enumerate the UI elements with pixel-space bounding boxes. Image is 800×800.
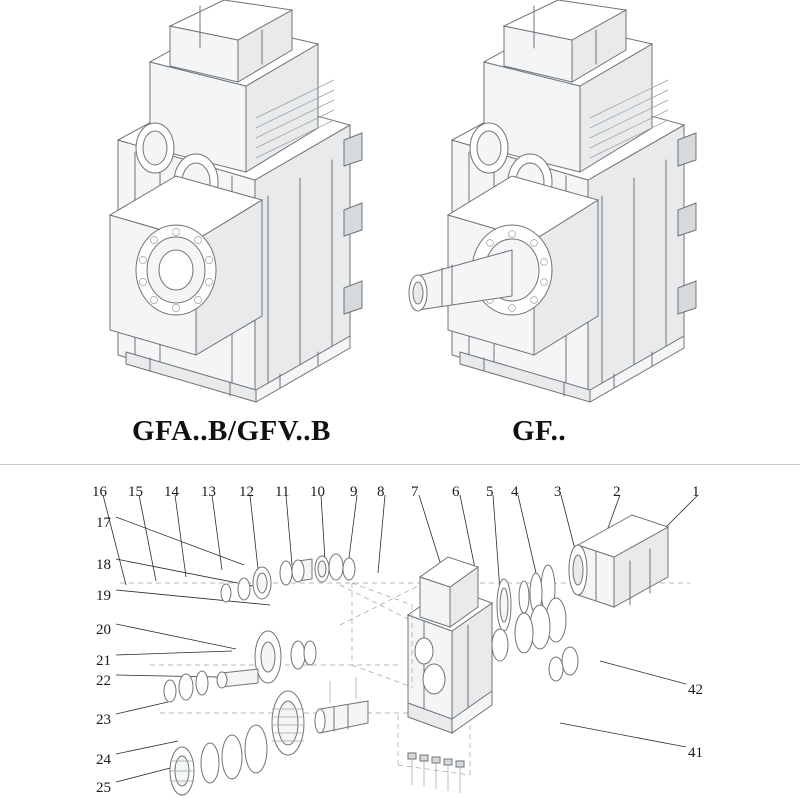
callout-15: 15 (128, 484, 143, 500)
callout-2: 2 (613, 484, 621, 500)
callout-25: 25 (96, 780, 111, 796)
callout-20: 20 (96, 622, 111, 638)
callout-19: 19 (96, 588, 111, 604)
right-washer-stack (492, 565, 578, 681)
right-leader-lines (560, 661, 686, 747)
callout-8: 8 (377, 484, 385, 500)
left-unit-body (110, 0, 362, 402)
callout-7: 7 (411, 484, 419, 500)
callout-1: 1 (692, 484, 700, 500)
callout-12: 12 (239, 484, 254, 500)
callout-11: 11 (275, 484, 290, 500)
middle-left-stack (164, 631, 316, 702)
centre-housing (408, 557, 492, 733)
callout-41: 41 (688, 745, 703, 761)
callout-10: 10 (310, 484, 325, 500)
caption-left-unit: GFA..B/GFV..B (132, 415, 331, 447)
callout-16: 16 (92, 484, 107, 500)
callout-13: 13 (201, 484, 216, 500)
callout-21: 21 (96, 653, 111, 669)
callout-5: 5 (486, 484, 494, 500)
callout-9: 9 (350, 484, 358, 500)
upper-left-shaft-stack (221, 554, 355, 602)
callout-17: 17 (96, 515, 111, 531)
exploded-parts-drawing (0, 465, 800, 800)
callout-3: 3 (554, 484, 562, 500)
callout-22: 22 (96, 673, 111, 689)
callout-14: 14 (164, 484, 179, 500)
callout-23: 23 (96, 712, 111, 728)
right-unit-body (409, 0, 696, 402)
callout-24: 24 (96, 752, 111, 768)
callout-4: 4 (511, 484, 519, 500)
exploded-view-section (0, 465, 800, 800)
motor-adapter-group (569, 515, 668, 607)
callout-18: 18 (96, 557, 111, 573)
callout-42: 42 (688, 682, 703, 698)
caption-right-unit: GF.. (512, 415, 567, 447)
callout-6: 6 (452, 484, 460, 500)
